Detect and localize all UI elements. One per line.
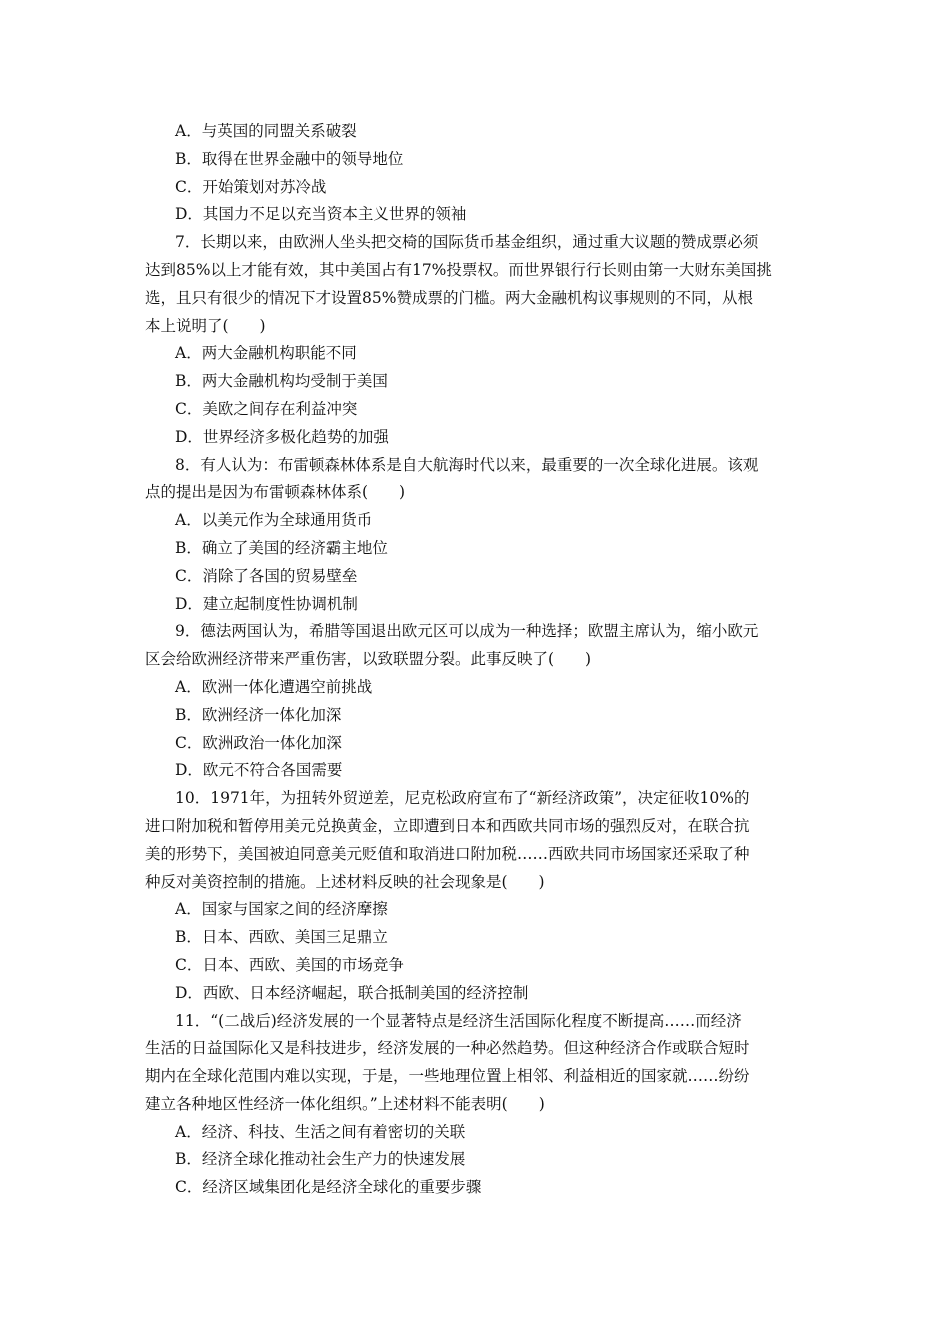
q7-stem-line: 选，且只有很少的情况下才设置85%赞成票的门槛。两大金融机构议事规则的不同，从根 [145,288,753,307]
q10-stem-line: 10．1971年，为扭转外贸逆差，尼克松政府宣布了“新经济政策”，决定征收10%的 [175,789,750,808]
q10-option-c: C．日本、西欧、美国的市场竞争 [175,955,404,974]
q8-stem-line: 8．有人认为：布雷顿森林体系是自大航海时代以来，最重要的一次全球化进展。该观 [175,455,759,474]
q10-stem-line: 美的形势下，美国被迫同意美元贬值和取消进口附加税……西欧共同市场国家还采取了种 [145,844,750,863]
q11-stem-line: 建立各种地区性经济一体化组织。”上述材料不能表明( ) [145,1094,545,1113]
q11-stem-line: 11．“(二战后)经济发展的一个显著特点是经济生活国际化程度不断提高……而经济 [175,1011,742,1030]
q8-option-b: B．确立了美国的经济霸主地位 [175,538,388,557]
q9-stem-line: 9．德法两国认为，希腊等国退出欧元区可以成为一种选择；欧盟主席认为，缩小欧元 [175,622,759,641]
q8-stem-line: 点的提出是因为布雷顿森林体系( ) [145,483,406,502]
q6-option-d: D．其国力不足以充当资本主义世界的领袖 [175,205,467,224]
q7-option-b: B．两大金融机构均受制于美国 [175,372,388,391]
q9-option-c: C．欧洲政治一体化加深 [175,733,342,752]
q11-option-c: C．经济区域集团化是经济全球化的重要步骤 [175,1178,482,1197]
q7-stem-line: 达到85%以上才能有效，其中美国占有17%投票权。而世界银行行长则由第一大财东美国挑 [145,260,772,279]
q9-option-d: D．欧元不符合各国需要 [175,761,343,780]
q8-option-d: D．建立起制度性协调机制 [175,594,358,613]
q6-option-b: B．取得在世界金融中的领导地位 [175,149,404,168]
q11-option-b: B．经济全球化推动社会生产力的快速发展 [175,1150,466,1169]
q7-option-a: A．两大金融机构职能不同 [175,344,357,363]
q11-option-a: A．经济、科技、生活之间有着密切的关联 [175,1122,466,1141]
q6-option-c: C．开始策划对苏冷战 [175,177,327,196]
q9-stem-line: 区会给欧洲经济带来严重伤害，以致联盟分裂。此事反映了( ) [145,650,592,669]
q10-stem-line: 进口附加税和暂停用美元兑换黄金，立即遭到日本和西欧共同市场的强烈反对，在联合抗 [145,816,750,835]
q8-option-a: A．以美元作为全球通用货币 [175,511,373,530]
q11-stem-line: 期内在全球化范围内难以实现，于是，一些地理位置上相邻、利益相近的国家就……纷纷 [145,1067,750,1086]
q6-option-a: A．与英国的同盟关系破裂 [175,122,357,140]
q7-option-c: C．美欧之间存在利益冲突 [175,399,358,418]
q7-stem-line: 7．长期以来，由欧洲人坐头把交椅的国际货币基金组织，通过重大议题的赞成票必须 [175,233,759,252]
q9-option-a: A．欧洲一体化遭遇空前挑战 [175,677,373,696]
q10-option-a: A．国家与国家之间的经济摩擦 [175,900,388,919]
q8-option-c: C．消除了各国的贸易壁垒 [175,566,358,585]
q9-option-b: B．欧洲经济一体化加深 [175,705,342,724]
q7-stem-line: 本上说明了( ) [145,316,266,335]
q7-option-d: D．世界经济多极化趋势的加强 [175,427,389,446]
q10-stem-line: 种反对美资控制的措施。上述材料反映的社会现象是( ) [145,872,545,891]
q10-option-b: B．日本、西欧、美国三足鼎立 [175,928,388,947]
q10-option-d: D．西欧、日本经济崛起，联合抵制美国的经济控制 [175,983,529,1002]
question-text [145,118,810,1202]
q11-stem-line: 生活的日益国际化又是科技进步，经济发展的一种必然趋势。但这种经济合作或联合短时 [145,1039,750,1058]
